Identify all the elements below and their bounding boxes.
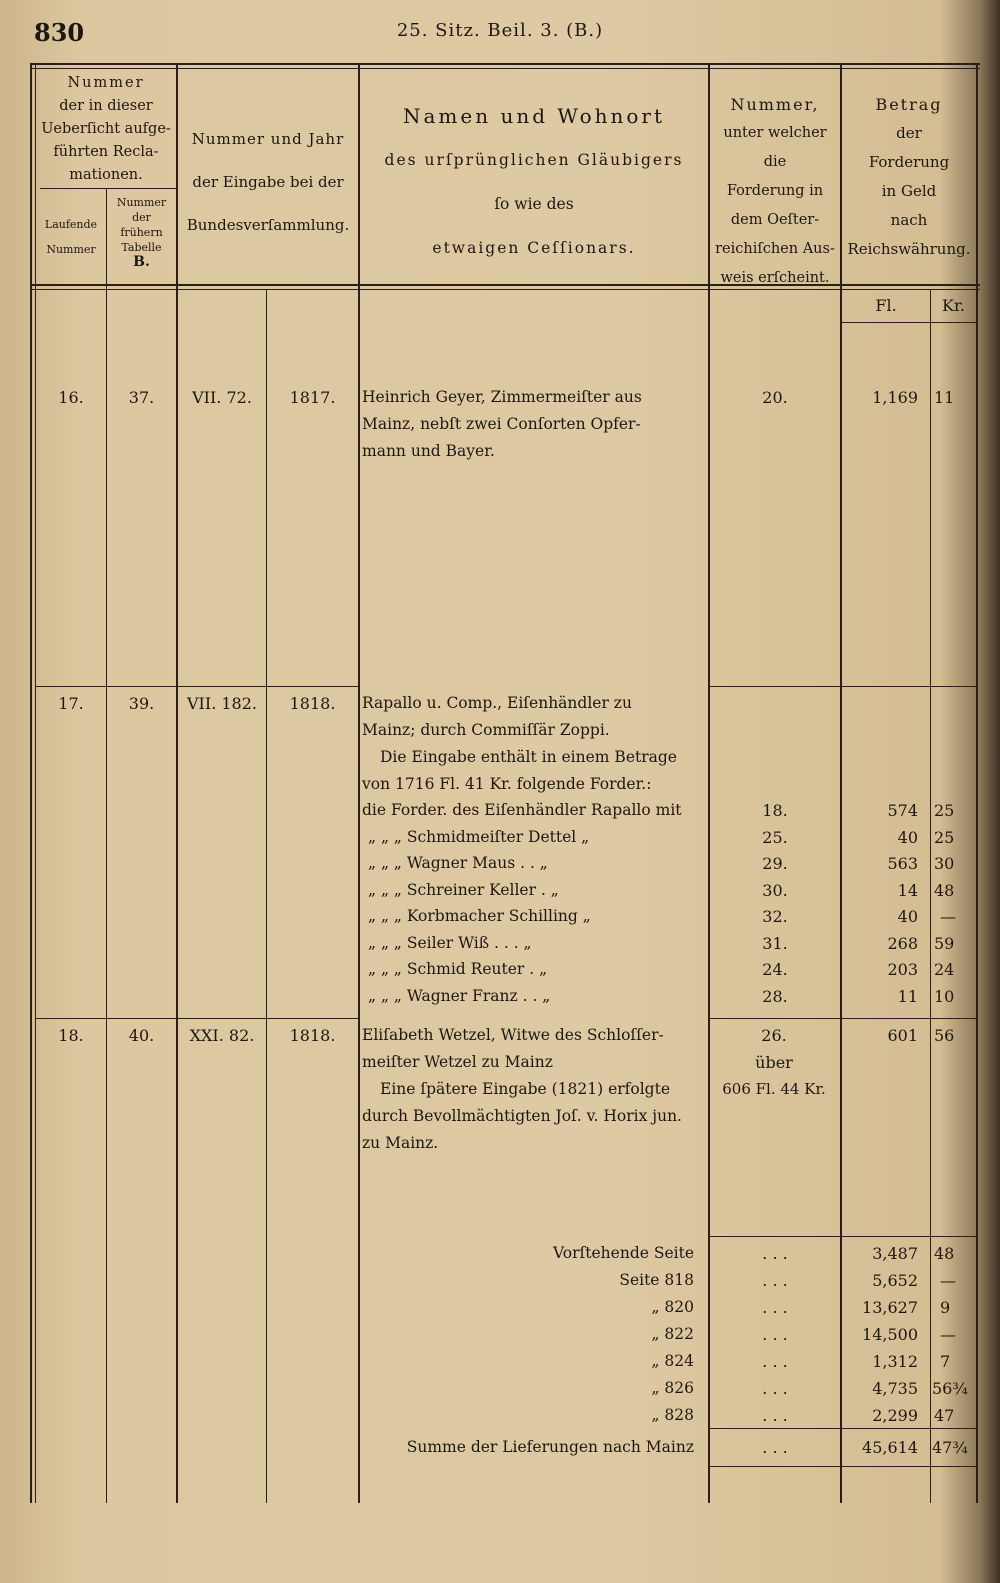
header-col3-line: etwaigen Ceſſionars. bbox=[432, 239, 636, 257]
entry16-year: 1817. bbox=[289, 388, 336, 407]
total-bottom-rule bbox=[708, 1466, 976, 1467]
header-col4-line: reichiſchen Aus- bbox=[715, 241, 835, 257]
table-row bbox=[0, 824, 1000, 851]
entry17-line: Rapallo u. Comp., Eiſenhändler zu bbox=[362, 694, 632, 712]
total-row bbox=[0, 1434, 1000, 1461]
row-rule-17b bbox=[708, 1018, 976, 1019]
item-text: die Forder. des Eiſenhändler Rapallo mit bbox=[362, 801, 682, 819]
header-col1b-line: frühern bbox=[120, 226, 163, 239]
entry16-text bbox=[362, 384, 642, 465]
item-text: „ „ „ Seiler Wiß . . . „ bbox=[368, 933, 532, 952]
top-rule-thin bbox=[30, 68, 980, 69]
header-col4-line: Nummer, bbox=[730, 95, 820, 114]
page-number: 830 bbox=[34, 18, 85, 47]
entry16-line: Mainz, nebſt zwei Conſorten Opfer- bbox=[362, 415, 641, 433]
summary-fl: 3,487 bbox=[872, 1244, 918, 1263]
entry17-line: Die Eingabe enthält in einem Betrage bbox=[380, 748, 677, 766]
top-rule bbox=[30, 63, 980, 65]
entry18-line: Eine ſpätere Eingabe (1821) erfolgte bbox=[380, 1080, 671, 1098]
table-row bbox=[0, 930, 1000, 957]
summary-kr: — bbox=[940, 1271, 956, 1290]
col1-sub-rule bbox=[40, 188, 176, 189]
item-kr: 10 bbox=[934, 986, 955, 1006]
entry18-lfd: 18. bbox=[58, 1026, 84, 1045]
unit-kr: Kr. bbox=[942, 296, 965, 315]
entry16-lfd: 16. bbox=[58, 388, 84, 407]
summary-label: Vorſtehende Seite bbox=[553, 1244, 694, 1262]
entry17-lfd: 17. bbox=[58, 694, 84, 713]
item-kr: 25 bbox=[934, 801, 955, 820]
item-text: „ „ „ Schmid Reuter . „ bbox=[368, 960, 548, 978]
header-col1a-line: Laufende bbox=[44, 218, 98, 231]
summary-fl: 14,500 bbox=[862, 1325, 918, 1344]
item-oest: 25. bbox=[762, 827, 788, 847]
summary-kr: 56¾ bbox=[932, 1379, 968, 1398]
summary-row bbox=[0, 1267, 1000, 1294]
units-rule bbox=[840, 322, 976, 323]
header-col4-line: Forderung in bbox=[726, 183, 824, 199]
row-rule-17a bbox=[36, 1018, 358, 1019]
summary-row bbox=[0, 1375, 1000, 1402]
summary-row bbox=[0, 1321, 1000, 1348]
item-oest: 31. bbox=[762, 933, 788, 953]
entry18-oest-line: 26. bbox=[761, 1026, 787, 1045]
header-col1b-line: der bbox=[132, 211, 151, 224]
header-col5-line: Reichswährung. bbox=[847, 240, 971, 258]
item-kr: 48 bbox=[934, 880, 955, 900]
summary-label: „ 826 bbox=[651, 1379, 694, 1397]
entry18-text bbox=[362, 1022, 682, 1157]
table-row bbox=[0, 877, 1000, 904]
entry18-line: meiſter Wetzel zu Mainz bbox=[362, 1053, 553, 1071]
summary-dots: . . . bbox=[762, 1298, 788, 1317]
summary-dots: . . . bbox=[762, 1379, 788, 1398]
table-row bbox=[0, 797, 1000, 824]
summary-label: „ 822 bbox=[651, 1325, 694, 1343]
summary-dots: . . . bbox=[762, 1406, 788, 1425]
item-kr: 59 bbox=[934, 933, 955, 953]
header-col4-line: unter welcher die bbox=[723, 125, 827, 170]
item-oest: 30. bbox=[762, 880, 788, 900]
item-text: „ „ „ Wagner Maus . . „ bbox=[368, 854, 548, 872]
item-kr: 30 bbox=[934, 854, 955, 873]
header-col1b-line: Tabelle bbox=[121, 241, 162, 254]
header-col3-line: ſo wie des bbox=[494, 195, 574, 213]
header-col4 bbox=[710, 90, 840, 293]
header-col2-line: der Eingabe bei der bbox=[192, 173, 344, 191]
header-col3-line: des urſprünglichen Gläubigers bbox=[384, 151, 684, 169]
entry17-line: Mainz; durch Commiſſär Zoppi. bbox=[362, 721, 610, 739]
summary-row bbox=[0, 1240, 1000, 1267]
entry16-tab: 37. bbox=[128, 388, 155, 407]
summary-fl: 5,652 bbox=[872, 1271, 918, 1290]
entry18-kr: 56 bbox=[934, 1026, 955, 1045]
summary-fl: 13,627 bbox=[862, 1298, 918, 1317]
table-row bbox=[0, 850, 1000, 877]
summary-row bbox=[0, 1348, 1000, 1375]
item-fl: 40 bbox=[897, 827, 918, 847]
header-col2 bbox=[178, 118, 358, 247]
summary-dots: . . . bbox=[762, 1325, 788, 1344]
header-col1-line: Nummer bbox=[67, 75, 145, 91]
entry18-line: durch Bevollmächtigten Joſ. v. Horix jun. bbox=[362, 1107, 682, 1125]
entry17-num: VII. 182. bbox=[187, 694, 257, 713]
summary-label: „ 824 bbox=[651, 1352, 694, 1370]
item-fl: 574 bbox=[887, 801, 918, 820]
sum-top-rule bbox=[708, 1236, 976, 1237]
item-fl: 11 bbox=[897, 986, 918, 1006]
unit-fl: Fl. bbox=[875, 296, 897, 315]
entry16-line: Heinrich Geyer, Zimmermeiſter aus bbox=[362, 388, 642, 406]
summary-label: „ 828 bbox=[651, 1406, 694, 1424]
item-fl: 203 bbox=[887, 960, 918, 979]
entry18-line: Eliſabeth Wetzel, Witwe des Schloſſer- bbox=[362, 1026, 664, 1044]
row-rule-16b bbox=[708, 686, 976, 687]
header-col1-line: Ueberſicht aufge- bbox=[41, 121, 171, 137]
header-col2-line: Nummer und Jahr bbox=[191, 130, 345, 148]
entry18-line: zu Mainz. bbox=[362, 1134, 439, 1152]
item-fl: 40 bbox=[897, 907, 918, 926]
summary-label: „ 820 bbox=[651, 1298, 694, 1316]
table-row bbox=[0, 903, 1000, 930]
item-oest: 18. bbox=[762, 801, 788, 820]
entry18-tab: 40. bbox=[128, 1026, 155, 1045]
header-col3-line: Namen und Wohnort bbox=[402, 104, 666, 128]
item-kr: 25 bbox=[934, 827, 955, 847]
header-col4-line: weis erſcheint. bbox=[720, 270, 830, 286]
total-dots: . . . bbox=[762, 1438, 788, 1457]
item-oest: 28. bbox=[762, 986, 788, 1006]
summary-kr: 48 bbox=[934, 1244, 955, 1263]
header-col5-line: nach bbox=[890, 211, 928, 229]
entry17-text bbox=[362, 690, 677, 798]
entry18-oest-line: über bbox=[755, 1053, 793, 1072]
item-fl: 268 bbox=[887, 933, 918, 953]
header-col5-line: Betrag bbox=[875, 95, 943, 114]
entry16-fl: 1,169 bbox=[872, 388, 918, 407]
entry18-num: XXI. 82. bbox=[189, 1026, 255, 1045]
item-text: „ „ „ Schmidmeiſter Dettel „ bbox=[368, 827, 590, 846]
entry18-fl: 601 bbox=[887, 1026, 918, 1045]
item-fl: 14 bbox=[897, 880, 918, 900]
summary-row bbox=[0, 1294, 1000, 1321]
entry17-tab: 39. bbox=[128, 694, 155, 713]
header-col1-line: der in dieser bbox=[59, 98, 153, 114]
header-col5-line: Forderung bbox=[868, 153, 950, 171]
header-col5-line: der bbox=[896, 124, 922, 142]
summary-kr: 7 bbox=[940, 1352, 951, 1371]
item-oest: 32. bbox=[762, 907, 788, 926]
total-fl: 45,614 bbox=[862, 1438, 918, 1457]
item-oest: 24. bbox=[762, 960, 788, 979]
entry16-kr: 11 bbox=[934, 388, 955, 407]
total-kr: 47¾ bbox=[932, 1438, 968, 1457]
summary-fl: 2,299 bbox=[872, 1406, 918, 1425]
header-col1b-line: B. bbox=[133, 254, 150, 270]
running-head: 25. Sitz. Beil. 3. (B.) bbox=[396, 20, 604, 41]
entry16-oest: 20. bbox=[762, 388, 788, 407]
item-text: „ „ „ Wagner Franz . . „ bbox=[368, 986, 551, 1005]
table-row bbox=[0, 983, 1000, 1010]
item-text: „ „ „ Korbmacher Schilling „ bbox=[368, 907, 591, 925]
summary-kr: — bbox=[940, 1325, 956, 1344]
summary-dots: . . . bbox=[762, 1271, 788, 1290]
header-col1b-line: Nummer bbox=[116, 196, 167, 209]
header-col5-line: in Geld bbox=[881, 182, 937, 200]
item-kr: 24 bbox=[934, 960, 955, 979]
header-col3 bbox=[360, 94, 708, 270]
summary-fl: 1,312 bbox=[872, 1352, 918, 1371]
entry18-oest bbox=[708, 1022, 840, 1103]
summary-dots: . . . bbox=[762, 1244, 788, 1263]
summary-kr: 47 bbox=[934, 1406, 955, 1425]
header-col1b bbox=[107, 195, 176, 270]
entry16-num: VII. 72. bbox=[192, 388, 252, 407]
entry17-line: von 1716 Fl. 41 Kr. folgende Forder.: bbox=[362, 775, 652, 793]
summary-kr: 9 bbox=[940, 1298, 951, 1317]
header-col1-line: mationen. bbox=[69, 167, 143, 183]
header-col4-line: dem Oeſter- bbox=[730, 212, 820, 228]
summary-label: Seite 818 bbox=[619, 1271, 694, 1289]
header-col1-line: führten Recla- bbox=[53, 144, 159, 160]
item-kr: — bbox=[940, 907, 956, 926]
header-col1a bbox=[36, 212, 106, 262]
summary-fl: 4,735 bbox=[872, 1379, 918, 1398]
summary-row bbox=[0, 1402, 1000, 1429]
entry18-oest-line: 606 Fl. 44 Kr. bbox=[722, 1080, 826, 1098]
item-fl: 563 bbox=[887, 854, 918, 873]
entry16-line: mann und Bayer. bbox=[362, 442, 495, 460]
table-row bbox=[0, 956, 1000, 983]
header-col5 bbox=[842, 90, 976, 264]
total-label: Summe der Lieferungen nach Mainz bbox=[406, 1438, 694, 1456]
header-col1-group bbox=[36, 72, 176, 187]
summary-dots: . . . bbox=[762, 1352, 788, 1371]
entry18-year: 1818. bbox=[289, 1026, 336, 1045]
item-oest: 29. bbox=[762, 854, 788, 873]
item-text: „ „ „ Schreiner Keller . „ bbox=[368, 880, 559, 899]
entry17-year: 1818. bbox=[289, 694, 336, 713]
header-col1a-line: Nummer bbox=[46, 243, 96, 256]
header-col2-line: Bundesverſammlung. bbox=[186, 216, 350, 234]
row-rule-16a bbox=[36, 686, 358, 687]
